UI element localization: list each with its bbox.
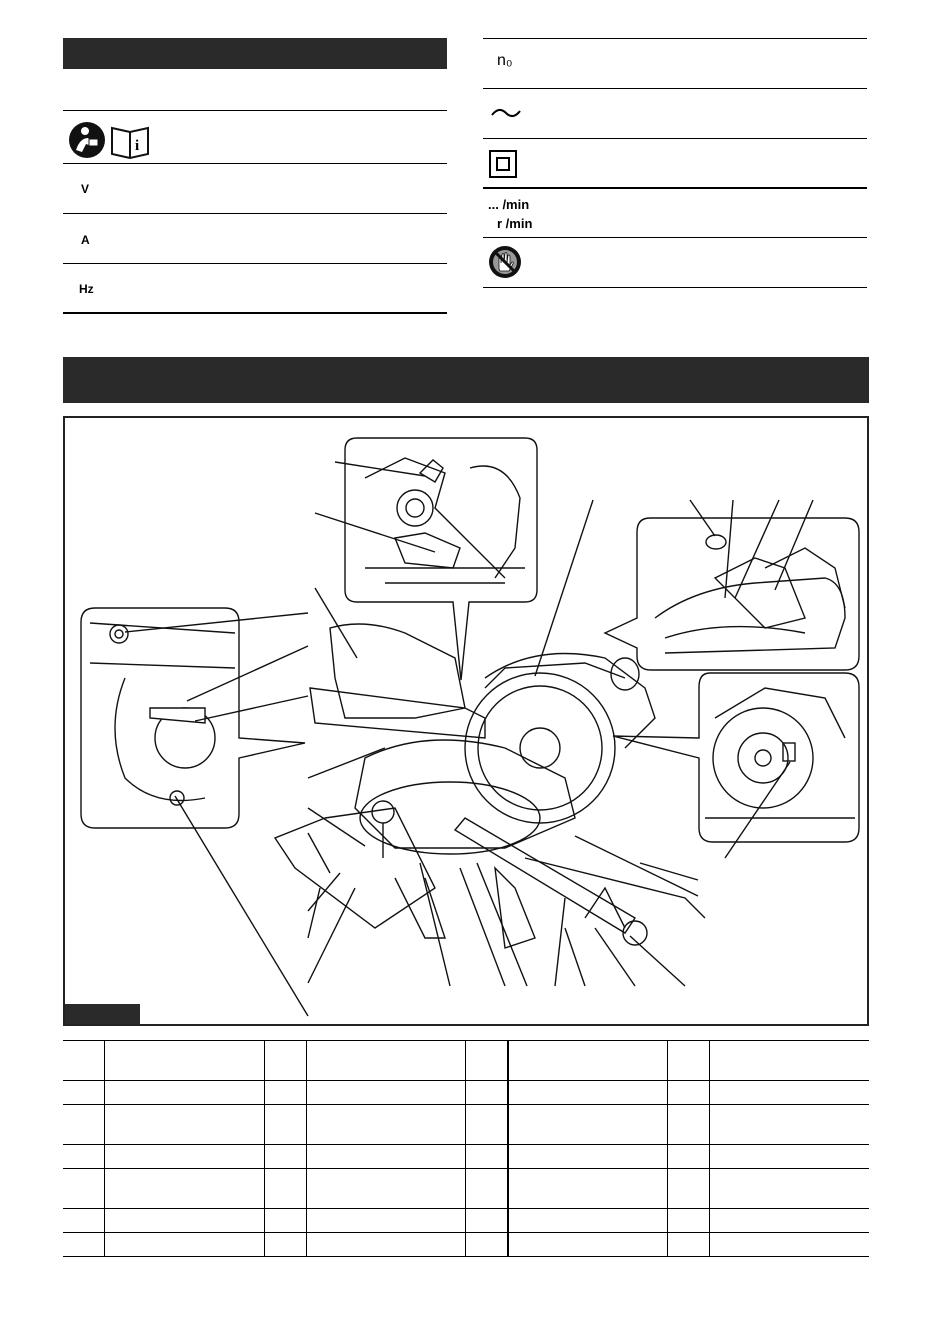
- table-cell: [508, 1209, 668, 1233]
- table-cell: [466, 1041, 509, 1081]
- table-cell: [508, 1041, 668, 1081]
- table-cell: [63, 1209, 105, 1233]
- table-cell: [63, 1145, 105, 1169]
- table-row: [63, 1041, 869, 1081]
- table-row: [63, 1169, 869, 1209]
- symbols-divider: [483, 187, 867, 189]
- table-row: [63, 1081, 869, 1105]
- ampere-symbol: A: [81, 233, 90, 247]
- table-cell: [105, 1081, 265, 1105]
- table-cell: [63, 1233, 105, 1257]
- table-cell: [306, 1105, 466, 1145]
- table-cell: [466, 1145, 509, 1169]
- table-cell: [264, 1209, 306, 1233]
- symbols-divider: [483, 287, 867, 288]
- table-cell: [668, 1105, 710, 1145]
- table-cell: [264, 1233, 306, 1257]
- per-minute-symbol: ... /min: [488, 197, 530, 212]
- parts-table: [63, 1040, 869, 1257]
- alternating-current-icon: [490, 104, 522, 122]
- table-cell: [508, 1145, 668, 1169]
- read-manual-icon: [68, 120, 152, 160]
- keep-hands-away-icon: [488, 245, 522, 279]
- parts-header-bar: [63, 357, 869, 403]
- no-load-speed-icon: [497, 52, 513, 70]
- table-cell: [264, 1169, 306, 1209]
- table-cell: [508, 1169, 668, 1209]
- table-cell: [710, 1209, 870, 1233]
- table-cell: [63, 1041, 105, 1081]
- revolutions-per-minute-symbol: r /min: [497, 216, 533, 231]
- hertz-symbol: Hz: [79, 282, 94, 296]
- symbols-divider: [63, 110, 447, 111]
- table-cell: [710, 1169, 870, 1209]
- table-cell: [306, 1209, 466, 1233]
- miter-saw-figure: [63, 416, 869, 1026]
- table-cell: [105, 1041, 265, 1081]
- no-load-speed-label: n₀: [497, 52, 513, 69]
- table-cell: [63, 1169, 105, 1209]
- table-cell: [710, 1145, 870, 1169]
- table-cell: [264, 1105, 306, 1145]
- table-cell: [710, 1105, 870, 1145]
- symbols-divider: [63, 163, 447, 164]
- symbols-header-bar: [63, 38, 447, 69]
- symbols-divider: [483, 237, 867, 238]
- symbols-divider: [63, 312, 447, 314]
- table-cell: [466, 1233, 509, 1257]
- table-row: [63, 1145, 869, 1169]
- symbols-divider: [483, 38, 867, 39]
- figure-tag: [65, 1004, 140, 1024]
- table-cell: [306, 1233, 466, 1257]
- table-cell: [508, 1233, 668, 1257]
- table-cell: [668, 1209, 710, 1233]
- table-cell: [306, 1145, 466, 1169]
- table-cell: [264, 1081, 306, 1105]
- table-cell: [306, 1081, 466, 1105]
- table-cell: [63, 1081, 105, 1105]
- table-cell: [306, 1041, 466, 1081]
- table-cell: [63, 1105, 105, 1145]
- symbols-divider: [483, 138, 867, 139]
- symbols-divider: [63, 263, 447, 264]
- symbols-divider: [63, 213, 447, 214]
- double-insulation-icon: [489, 150, 517, 178]
- table-row: [63, 1233, 869, 1257]
- table-row: [63, 1209, 869, 1233]
- volt-symbol: V: [81, 182, 90, 196]
- table-cell: [668, 1081, 710, 1105]
- svg-text:i: i: [135, 138, 140, 154]
- table-row: [63, 1105, 869, 1145]
- table-cell: [668, 1145, 710, 1169]
- table-cell: [105, 1169, 265, 1209]
- table-cell: [668, 1041, 710, 1081]
- table-cell: [466, 1105, 509, 1145]
- table-cell: [306, 1169, 466, 1209]
- table-cell: [264, 1041, 306, 1081]
- table-cell: [466, 1209, 509, 1233]
- table-cell: [105, 1209, 265, 1233]
- table-cell: [710, 1041, 870, 1081]
- table-cell: [264, 1145, 306, 1169]
- table-cell: [105, 1105, 265, 1145]
- table-cell: [466, 1081, 509, 1105]
- table-cell: [105, 1233, 265, 1257]
- table-cell: [668, 1169, 710, 1209]
- table-cell: [508, 1105, 668, 1145]
- table-cell: [508, 1081, 668, 1105]
- table-cell: [710, 1081, 870, 1105]
- symbols-divider: [483, 88, 867, 89]
- table-cell: [710, 1233, 870, 1257]
- table-cell: [668, 1233, 710, 1257]
- table-cell: [105, 1145, 265, 1169]
- table-cell: [466, 1169, 509, 1209]
